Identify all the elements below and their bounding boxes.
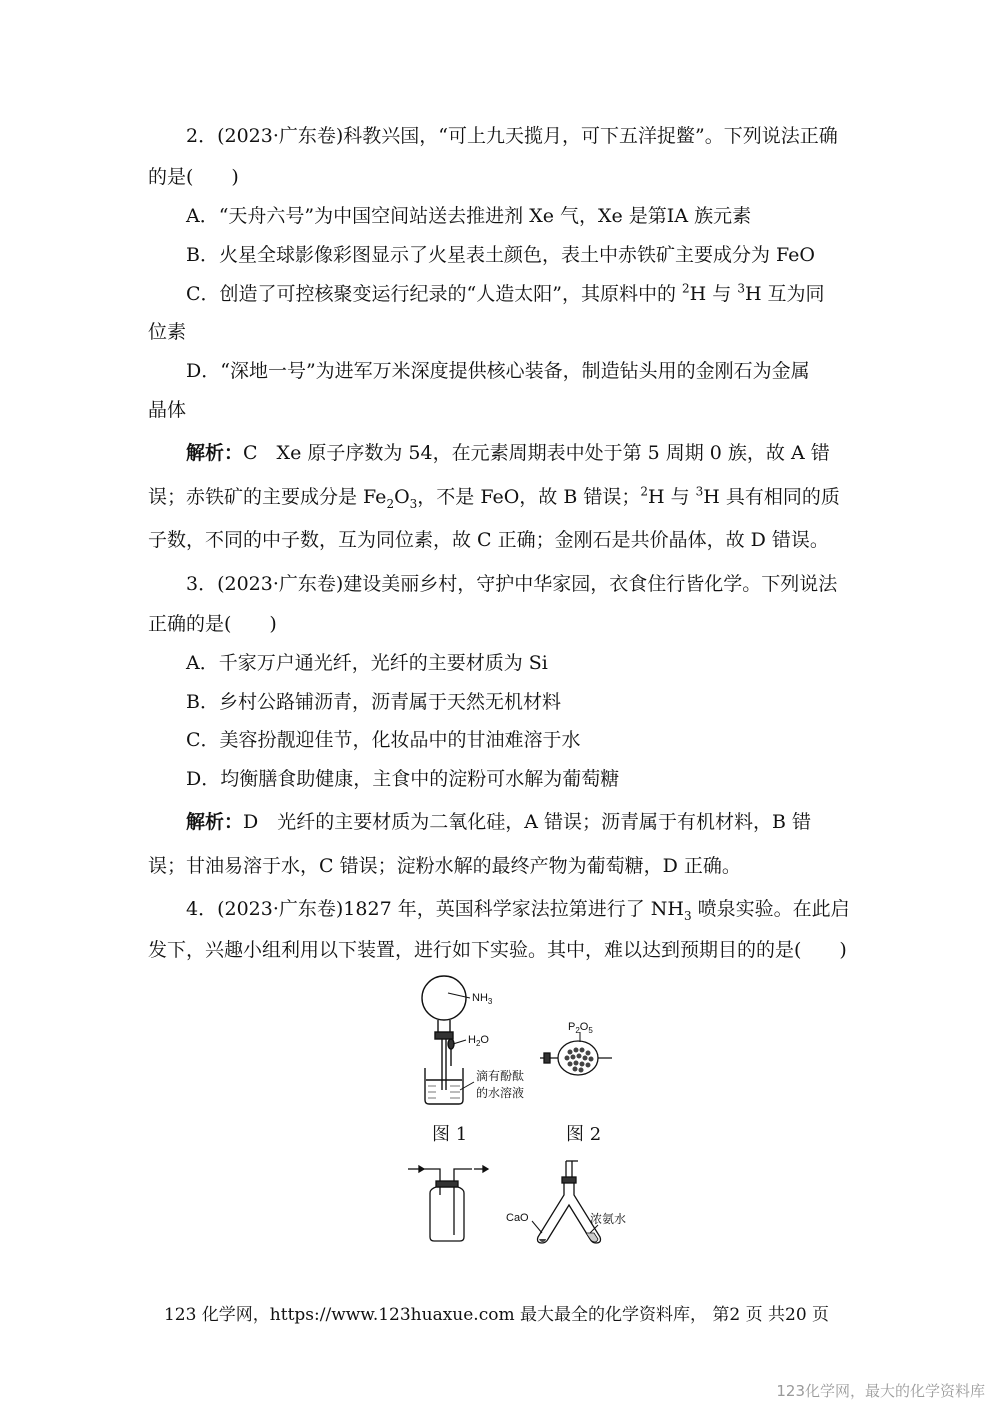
q2-analysis-l2-pre: 误；赤铁矿的主要成分是 Fe bbox=[148, 486, 387, 508]
q2-option-c-line2 bbox=[148, 322, 848, 342]
q2-option-c-post: H 互为同 bbox=[744, 283, 825, 305]
figure-1-caption: 图 1 bbox=[432, 1124, 468, 1145]
q2-analysis-l2-post: H 具有相同的质 bbox=[703, 486, 840, 508]
fig1-nh3-label: $NH_3$ bbox=[472, 992, 493, 1006]
q3-option-b-text: B．乡村公路铺沥青，沥青属于天然无机材料 bbox=[186, 691, 561, 713]
q2-option-c bbox=[186, 281, 886, 305]
q2-stem-line2 bbox=[148, 167, 848, 187]
q2-option-c-mid: H 与 bbox=[689, 283, 738, 305]
q2-option-c-sup2: 3 bbox=[737, 281, 745, 296]
q4-stem-l1-pre: 4．(2023·广东卷)1827 年，英国科学家法拉第进行了 NH bbox=[186, 898, 684, 920]
q2-option-c-line2-text: 位素 bbox=[148, 321, 187, 343]
q2-analysis-label: 解析： bbox=[186, 442, 244, 464]
q2-stem-line1 bbox=[186, 126, 886, 146]
q3-option-c bbox=[186, 730, 886, 750]
q2-option-d-text: D．“深地一号”为进军万米深度提供核心装备，制造钻头用的金刚石为金属 bbox=[186, 360, 810, 382]
q2-analysis-line2 bbox=[148, 484, 848, 511]
q4-stem-l1-post: 喷泉实验。在此启 bbox=[691, 898, 850, 920]
q4-stem-line2-text: 发下，兴趣小组利用以下装置，进行如下实验。其中，难以达到预期目的的是( ) bbox=[148, 939, 847, 961]
fig1-fountain-apparatus bbox=[422, 976, 474, 1104]
q3-option-b bbox=[186, 692, 886, 712]
q3-option-c-text: C．美容扮靓迎佳节，化妆品中的甘油难溶于水 bbox=[186, 729, 581, 751]
fig3-inner-tubes bbox=[440, 1187, 454, 1235]
fig2-desiccant-granules bbox=[565, 1048, 594, 1073]
q3-analysis-line2-text: 误；甘油易溶于水，C 错误；淀粉水解的最终产物为葡萄糖，D 正确。 bbox=[148, 855, 741, 877]
q3-option-d-text: D．均衡膳食助健康，主食中的淀粉可水解为葡萄糖 bbox=[186, 768, 620, 790]
q2-option-b bbox=[186, 245, 886, 265]
watermark: 123化学网，最大的化学资料库 bbox=[776, 1382, 985, 1400]
q2-analysis-l2-sup1: 2 bbox=[640, 484, 648, 499]
q2-analysis-line1 bbox=[186, 443, 886, 463]
q4-stem-line2 bbox=[148, 940, 848, 960]
q3-analysis-line1-text: D 光纤的主要材质为二氧化硅，A 错误；沥青属于有机材料，B 错 bbox=[243, 811, 812, 833]
q2-option-b-text: B．火星全球影像彩图显示了火星表土颜色，表土中赤铁矿主要成分为 FeO bbox=[186, 244, 815, 266]
q2-option-c-pre: C．创造了可控核聚变运行纪录的“人造太阳”，其原料中的 bbox=[186, 283, 683, 305]
q2-option-a-text: A．“天舟六号”为中国空间站送去推进剂 Xe 气，Xe 是第ⅠA 族元素 bbox=[186, 205, 752, 227]
q3-analysis-line1 bbox=[186, 812, 886, 832]
fig4-cao-solid bbox=[539, 1239, 546, 1242]
q2-stem-line2-text: 的是( ) bbox=[148, 166, 239, 188]
fig1-solution-label-line1: 滴有酚酞 bbox=[476, 1069, 525, 1083]
fig2-stopper bbox=[544, 1053, 550, 1063]
q2-analysis-line3-text: 子数，不同的中子数，互为同位素，故 C 正确；金刚石是共价晶体，故 D 错误。 bbox=[148, 529, 829, 551]
fig4-cao-leader bbox=[532, 1221, 542, 1233]
fig1-flask-bulb bbox=[422, 976, 466, 1020]
fig4-top-tube bbox=[566, 1161, 572, 1177]
fig4-ammonia-liquid bbox=[586, 1233, 598, 1242]
fig3-gas-bottle bbox=[408, 1166, 488, 1241]
fig1-h2o-leader bbox=[453, 1040, 466, 1044]
fig1-stopper bbox=[435, 1032, 453, 1039]
q2-analysis-l2-sup2: 3 bbox=[695, 484, 704, 499]
q3-option-d bbox=[186, 769, 886, 789]
q4-stem-l1-sub: 3 bbox=[683, 908, 692, 923]
q3-stem-line1 bbox=[186, 574, 886, 594]
q3-analysis-line2 bbox=[148, 856, 848, 876]
apparatus-figure-1-2 bbox=[390, 970, 650, 1110]
fig1-nh3-leader bbox=[448, 993, 470, 998]
fig3-inlet-arrowhead bbox=[419, 1166, 424, 1172]
q2-option-d-line2-text: 晶体 bbox=[148, 399, 187, 421]
q2-analysis-line3 bbox=[148, 530, 848, 550]
q3-analysis-label: 解析： bbox=[186, 811, 244, 833]
q3-stem-line2 bbox=[148, 614, 848, 634]
page-footer: 123 化学网，https://www.123huaxue.com 最大最全的化学资料库， 第2 页 共20 页 bbox=[163, 1305, 830, 1325]
fig1-long-tube bbox=[442, 1039, 446, 1090]
fig4-cao-label: CaO bbox=[506, 1212, 529, 1224]
fig3-stopper bbox=[436, 1181, 458, 1187]
q2-option-d-line2 bbox=[148, 400, 848, 420]
fig1-liquid-dashes bbox=[428, 1086, 460, 1098]
q2-analysis-l2-o: O bbox=[394, 486, 410, 508]
fig4-y-tube bbox=[532, 1161, 601, 1243]
q3-option-a bbox=[186, 653, 886, 673]
q2-option-c-sup1: 2 bbox=[682, 281, 690, 296]
fig4-stopper bbox=[562, 1177, 576, 1183]
q2-option-d bbox=[186, 361, 886, 381]
fig4-ammonia-label: 浓氨水 bbox=[590, 1212, 627, 1226]
fig3-outlet-arrowhead bbox=[483, 1166, 488, 1172]
fig1-solution-label-line2: 的水溶液 bbox=[476, 1086, 525, 1100]
q3-stem-line1-text: 3．(2023·广东卷)建设美丽乡村，守护中华家园，衣食住行皆化学。下列说法 bbox=[186, 573, 838, 595]
figure-2-caption: 图 2 bbox=[566, 1124, 602, 1145]
q3-option-a-text: A．千家万户通光纤，光纤的主要材质为 Si bbox=[186, 652, 548, 674]
fig2-p2o5-label: $P_2O_5$ bbox=[568, 1021, 593, 1035]
fig1-solution-leader bbox=[460, 1082, 474, 1090]
q2-analysis-l2-mid2: H 与 bbox=[647, 486, 696, 508]
q2-analysis-line1-text: C Xe 原子序数为 54，在元素周期表中处于第 5 周期 0 族，故 A 错 bbox=[243, 442, 830, 464]
q2-stem-line1-text: 2．(2023·广东卷)科教兴国，“可上九天揽月，可下五洋捉鳖”。下列说法正确 bbox=[186, 125, 838, 147]
fig3-bottle-body bbox=[430, 1187, 464, 1241]
fig1-h2o-label: $H_2O$ bbox=[468, 1034, 489, 1048]
q3-stem-line2-text: 正确的是( ) bbox=[148, 613, 277, 635]
fig3-tubes bbox=[420, 1169, 472, 1181]
q4-stem-line1 bbox=[186, 898, 886, 923]
q2-option-a bbox=[186, 206, 886, 226]
apparatus-figure-3-4 bbox=[400, 1155, 660, 1250]
q2-analysis-l2-sub2: 3 bbox=[409, 496, 418, 511]
q2-analysis-l2-sub1: 2 bbox=[386, 496, 395, 511]
q2-analysis-l2-mid: ，不是 FeO，故 B 错误； bbox=[417, 486, 641, 508]
